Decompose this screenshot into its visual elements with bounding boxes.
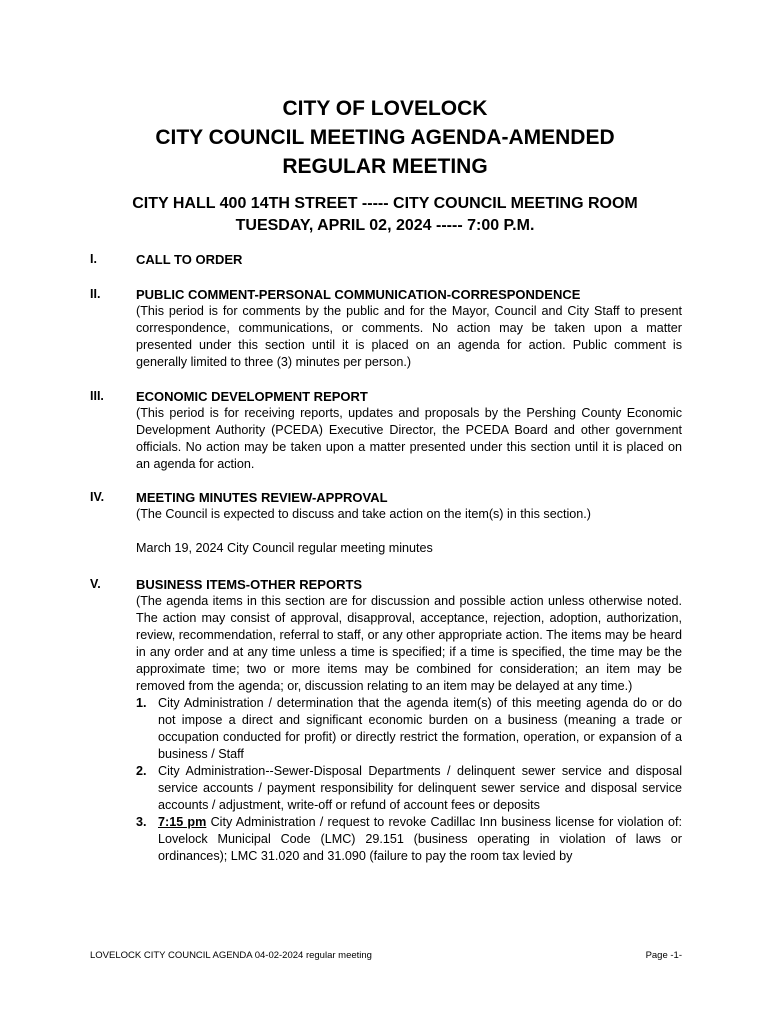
title-agenda: CITY COUNCIL MEETING AGENDA-AMENDED <box>155 126 615 149</box>
item-text: City Administration / request to revoke Cadillac Inn business license for violation of: Lovelock Municipal Code (LMC) 29.151 (business operating in violation of laws or ordinances); LMC 31.020 and 31.090 (failure to pay the room tax levied by <box>158 815 682 863</box>
section-number: III. <box>90 389 104 403</box>
item-time: 7:15 pm <box>158 815 207 829</box>
location-datetime: TUESDAY, APRIL 02, 2024 ----- 7:00 P.M. <box>235 217 535 234</box>
section-description: (This period is for receiving reports, updates and proposals by the Pershing County Economic Development Authority (PCEDA) Executive Director, the PCEDA Board and other government officials. No action may be taken upon a matter presented under this section until it is placed on an agenda for action. <box>136 406 682 471</box>
list-item <box>136 763 682 814</box>
section-title: MEETING MINUTES REVIEW-APPROVAL <box>136 490 388 505</box>
section-number: IV. <box>90 490 105 504</box>
footer-document-name: LOVELOCK CITY COUNCIL AGENDA 04-02-2024 regular meeting <box>90 950 372 961</box>
item-text: City Administration--Sewer-Disposal Departments / delinquent sewer service and disposal service accounts / payment responsibility for delinquent sewer service and disposal service accounts / adjustment, write-off or refund of account fees or deposits <box>158 764 682 812</box>
section-description: (The agenda items in this section are for discussion and possible action unless otherwise noted. The action may consist of approval, disapproval, acceptance, rejection, adoption, authorization, review, recommendation, referral to staff, or any other appropriate action. The items may be heard in any order and at any time unless a time is specified; if a time is specified, the time may be the approximate time; two or more items may be combined for consideration; an item may be removed from the agenda; or, discussion relating to an item may be delayed at any time.) <box>136 594 682 693</box>
business-items-list <box>136 695 682 865</box>
section-title: CALL TO ORDER <box>136 252 243 267</box>
location-address: CITY HALL 400 14TH STREET ----- CITY COUNCIL MEETING ROOM <box>132 195 638 212</box>
agenda-title <box>0 94 770 181</box>
section-title: BUSINESS ITEMS-OTHER REPORTS <box>136 577 363 592</box>
meeting-location <box>0 193 770 237</box>
list-item <box>136 814 682 865</box>
section-description: (The Council is expected to discuss and take action on the item(s) in this section.) <box>136 507 591 521</box>
item-number: 2. <box>136 764 147 778</box>
minutes-entry: March 19, 2024 City Council regular meeting minutes <box>136 541 433 555</box>
section-number: II. <box>90 287 101 301</box>
item-text: City Administration / determination that the agenda item(s) of this meeting agenda do or do not impose a direct and significant economic burden on a business (meaning a trade or occupation conducted for profit) or directly restrict the formation, operation, or expansion of a business / Staff <box>158 696 682 761</box>
section-title: ECONOMIC DEVELOPMENT REPORT <box>136 389 368 404</box>
section-title: PUBLIC COMMENT-PERSONAL COMMUNICATION-CORRESPONDENCE <box>136 287 581 302</box>
section-number: V. <box>90 577 101 591</box>
item-number: 1. <box>136 696 147 710</box>
section-description: (This period is for comments by the public and for the Mayor, Council and City Staff to present correspondence, communications, or comments. No action may be taken upon a matter presented under this section until it is placed on an agenda for action. Public comment is generally limited to three (3) minutes per person.) <box>136 304 682 369</box>
footer-page-number: Page -1- <box>645 950 682 961</box>
title-meeting-type: REGULAR MEETING <box>282 155 488 178</box>
section-number: I. <box>90 252 97 266</box>
title-city: CITY OF LOVELOCK <box>282 97 488 120</box>
list-item <box>136 695 682 763</box>
item-number: 3. <box>136 815 147 829</box>
